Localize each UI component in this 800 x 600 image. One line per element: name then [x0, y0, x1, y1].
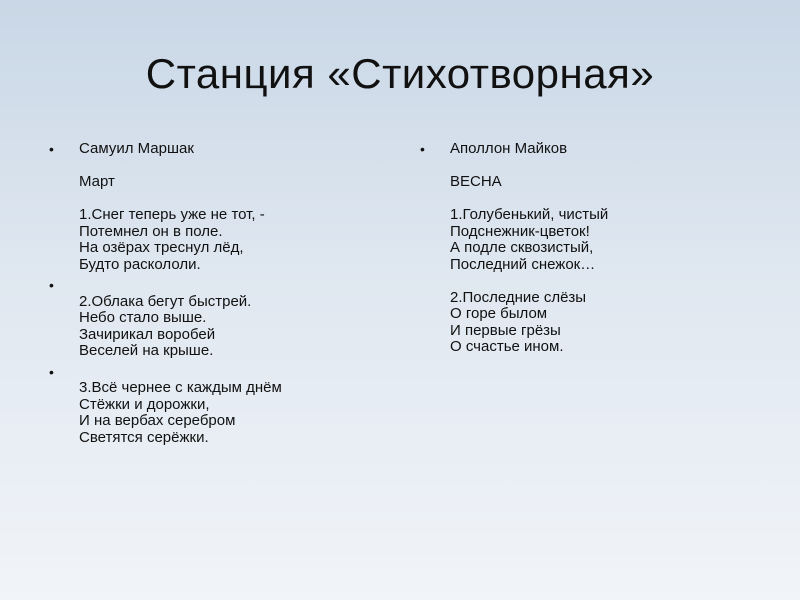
right-poem-bullet-1: [420, 141, 750, 356]
bullet-icon: •: [49, 141, 54, 157]
right-stanza-1-line-4: Последний снежок…: [450, 255, 596, 273]
left-stanza-3-line-2: Стёжки и дорожки,: [79, 395, 210, 413]
right-stanza-2-line-2: О горе былом: [450, 305, 548, 322]
left-poem-bullet-1: [49, 141, 379, 273]
left-stanza-2-line-2: Небо стало выше.: [79, 309, 207, 326]
right-poem-column: [420, 141, 750, 356]
left-poem-author: Самуил Маршак: [79, 140, 194, 157]
left-stanza-1-line-3: На озёрах треснул лёд,: [79, 239, 244, 256]
right-stanza-2-line-4: О счастье ином.: [450, 338, 564, 355]
bullet-icon: •: [49, 277, 54, 293]
right-stanza-1-line-3: А подле сквозистый,: [450, 239, 594, 256]
left-stanza-2-line-1: 2.Облака бегут быстрей.: [79, 292, 252, 310]
left-stanza-3-line-4: Светятся серёжки.: [79, 428, 209, 446]
right-stanza-2-line-3: И первые грёзы: [450, 321, 561, 339]
left-stanza-1-line-1: 1.Снег теперь уже не тот, -: [79, 206, 265, 223]
left-poem-column: [49, 141, 379, 446]
left-stanza-1-line-4: Будто раскололи.: [79, 255, 201, 273]
left-stanza-2-line-3: Зачирикал воробей: [79, 325, 216, 343]
left-stanza-3-line-3: И на вербах серебром: [79, 412, 236, 429]
slide-title: Станция «Стихотворная»: [145, 50, 655, 97]
left-poem-bullet-3: [49, 364, 379, 447]
bullet-icon: •: [420, 141, 425, 157]
right-stanza-1-line-2: Подснежник-цветок!: [450, 222, 590, 240]
right-stanza-1-line-1: 1.Голубенький, чистый: [450, 206, 609, 223]
right-poem-author: Аполлон Майков: [450, 140, 568, 157]
left-stanza-2-line-4: Веселей на крыше.: [79, 342, 214, 359]
right-poem-title: ВЕСНА: [450, 173, 502, 190]
left-poem-bullet-2: [49, 277, 379, 360]
left-poem-title: Март: [79, 173, 115, 190]
left-stanza-3-line-1: 3.Всё чернее с каждым днём: [79, 379, 282, 396]
right-stanza-2-line-1: 2.Последние слёзы: [450, 288, 587, 306]
bullet-icon: •: [49, 363, 54, 380]
left-stanza-1-line-2: Потемнел он в поле.: [79, 222, 223, 240]
